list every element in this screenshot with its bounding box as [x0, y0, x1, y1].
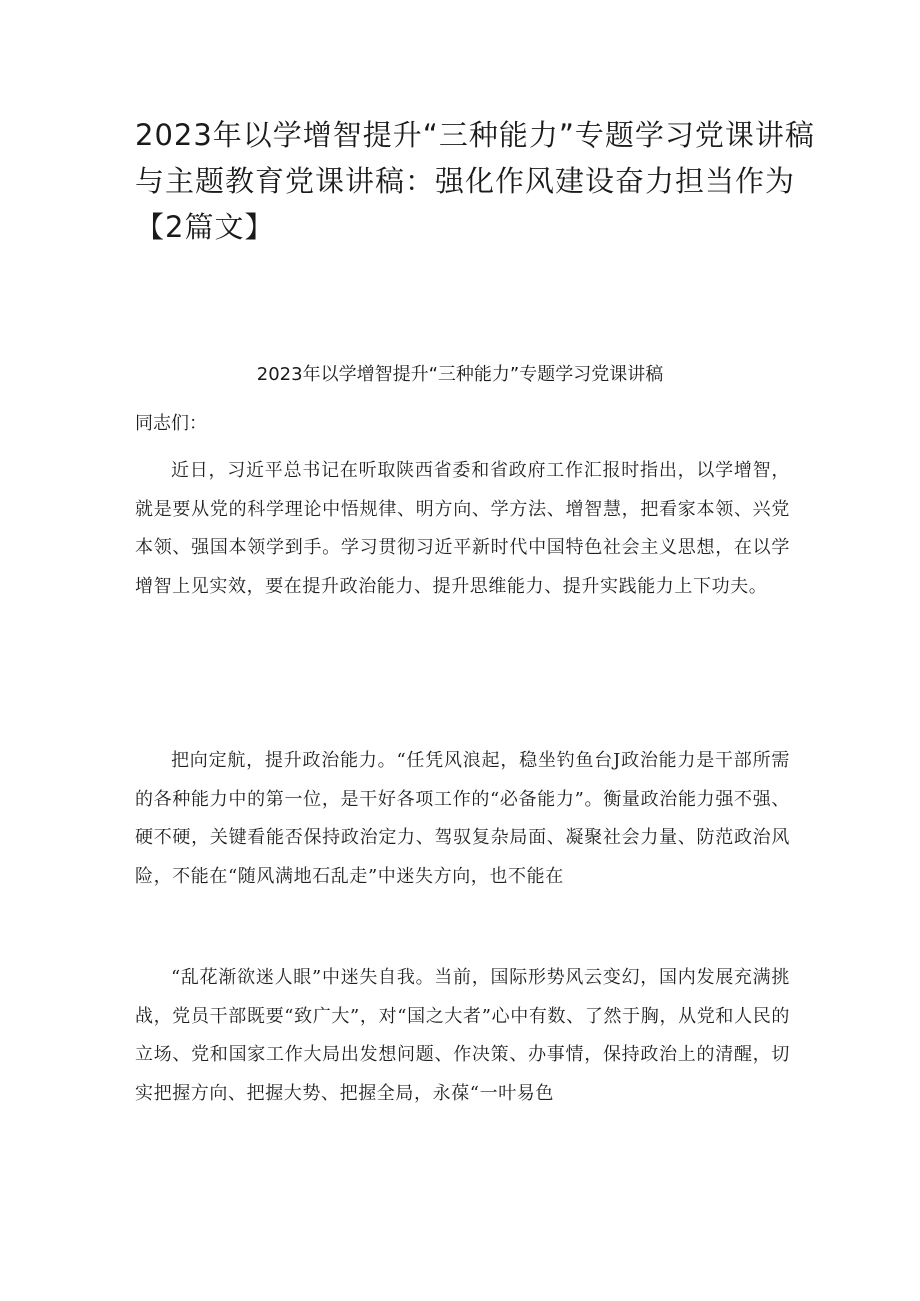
- document-title: 2023年以学增智提升“三种能力”专题学习党课讲稿与主题教育党课讲稿：强化作风建设奋力担当作为【2篇文】: [135, 118, 815, 244]
- paragraph-2: 把向定航，提升政治能力。“任凭风浪起，稳坐钓鱼台J政治能力是干部所需的各种能力中的第一位，是干好各项工作的“必备能力”。衡量政治能力强不强、硬不硬，关键看能否保持政治定力、驾驭复杂局面、凝聚社会力量、防范政治风险，不能在“随风满地石乱走”中迷失方向，也不能在: [135, 750, 790, 887]
- greeting: 同志们：: [135, 413, 207, 434]
- section-title: 2023年以学增智提升“三种能力”专题学习党课讲稿: [256, 364, 664, 385]
- paragraph-3: “乱花渐欲迷人眼”中迷失自我。当前，国际形势风云变幻，国内发展充满挑战，党员干部既要“致广大”，对“国之大者”心中有数、了然于胸，从党和人民的立场、党和国家工作大局出发想问题、作决策、办事情，保持政治上的清醒，切实把握方向、把握大势、把握全局，永葆“一叶易色: [135, 967, 790, 1104]
- paragraph-1: 近日，习近平总书记在听取陕西省委和省政府工作汇报时指出，以学增智，就是要从党的科学理论中悟规律、明方向、学方法、增智慧，把看家本领、兴党本领、强国本领学到手。学习贯彻习近平新时代中国特色社会主义思想，在以学增智上见实效，要在提升政治能力、提升思维能力、提升实践能力上下功夫。: [135, 460, 790, 597]
